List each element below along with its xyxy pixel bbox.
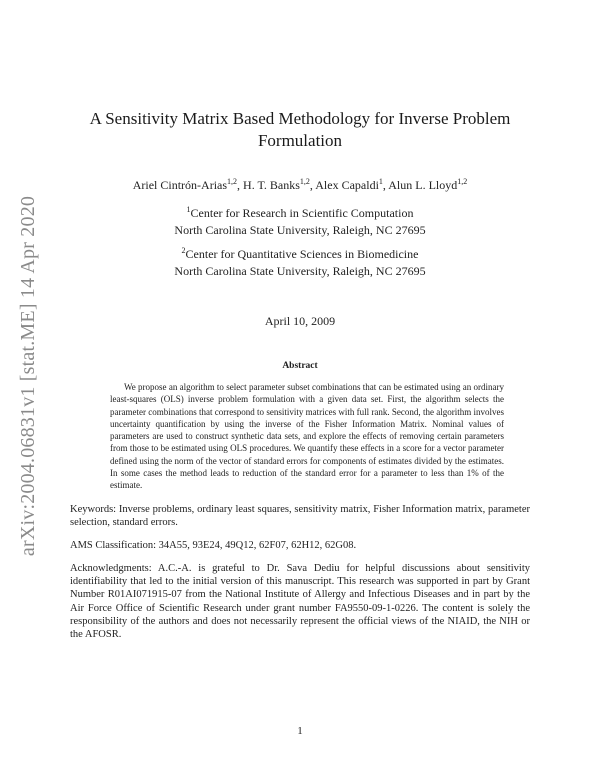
- affiliation-2: [70, 246, 530, 280]
- author-name: H. T. Banks: [243, 178, 300, 192]
- paper-title: [70, 108, 530, 152]
- abstract-text: We propose an algorithm to select parameter subset combinations that can be estimated using an ordinary least-squares (OLS) inverse problem formulation with a given data set. First, the algorithm selects the parameter combinations that correspond to sensitivity matrices with full rank. Second, the algorithm involves uncertainty quantification by using the inverse of the Fisher Information Matrix. Nominal values of parameters are used to construct synthetic data sets, and explore the effects of removing certain parameters from those to be estimated using OLS procedures. We quantify these effects in a score for a vector parameter defined using the norm of the vector of standard errors for components of estimates divided by the estimates. In some cases the method leads to reduction of the standard error for a parameter to less than 1% of the estimate.: [110, 382, 504, 491]
- author-name: Alex Capaldi: [315, 178, 379, 192]
- acknowledgments: Acknowledgments: A.C.-A. is grateful to Dr. Sava Dediu for helpful discussions about sensitivity identifiability that led to the initial version of this manuscript. This research was supported in part by Grant Number R01AI071915-07 from the National Institute of Allergy and Infectious Diseases and in part by the Air Force Office of Scientific Research under grant number FA9550-09-1-0226. The content is solely the responsibility of the authors and does not necessarily represent the official views of the NIAID, the NIH or the AFOSR.: [70, 563, 530, 641]
- affiliation-mark: 1: [186, 205, 191, 214]
- affiliation-name: Center for Research in Scientific Computation: [190, 206, 414, 220]
- affiliation-1: [70, 205, 530, 239]
- title-line-2: Formulation: [257, 131, 343, 150]
- title-line-1: A Sensitivity Matrix Based Methodology for Inverse Problem: [89, 109, 511, 128]
- author-name: Alun L. Lloyd: [388, 178, 458, 192]
- author-list: Ariel Cintrón-Arias$^{1,2}$, H. T. Banks$^{1,2}$, Alex Capaldi$^1$, Alun L. Lloyd$^{1,2}$: [132, 177, 468, 192]
- author-name: Ariel Cintrón-Arias: [132, 178, 228, 192]
- affiliation-mark: 2: [181, 246, 186, 255]
- ams-classification: AMS Classification: 34A55, 93E24, 49Q12, 62F07, 62H12, 62G08.: [70, 540, 357, 551]
- paper-date: April 10, 2009: [264, 314, 336, 328]
- affiliation-name: Center for Quantitative Sciences in Biomedicine: [185, 247, 419, 261]
- arxiv-identifier-stamp: arXiv:2004.06831v1 [stat.ME] 14 Apr 2020: [17, 195, 39, 557]
- author-affiliation-mark: 1,2: [227, 177, 238, 186]
- page-number: 1: [297, 725, 303, 737]
- author-affiliation-mark: 1: [378, 177, 383, 186]
- affiliation-address: North Carolina State University, Raleigh, NC 27695: [174, 223, 426, 237]
- abstract-heading: Abstract: [282, 361, 318, 371]
- keywords: Keywords: Inverse problems, ordinary least squares, sensitivity matrix, Fisher Information matrix, parameter selection, standard errors.: [70, 504, 530, 529]
- affiliation-address: North Carolina State University, Raleigh, NC 27695: [174, 264, 426, 278]
- author-affiliation-mark: 1,2: [299, 177, 310, 186]
- author-affiliation-mark: 1,2: [457, 177, 468, 186]
